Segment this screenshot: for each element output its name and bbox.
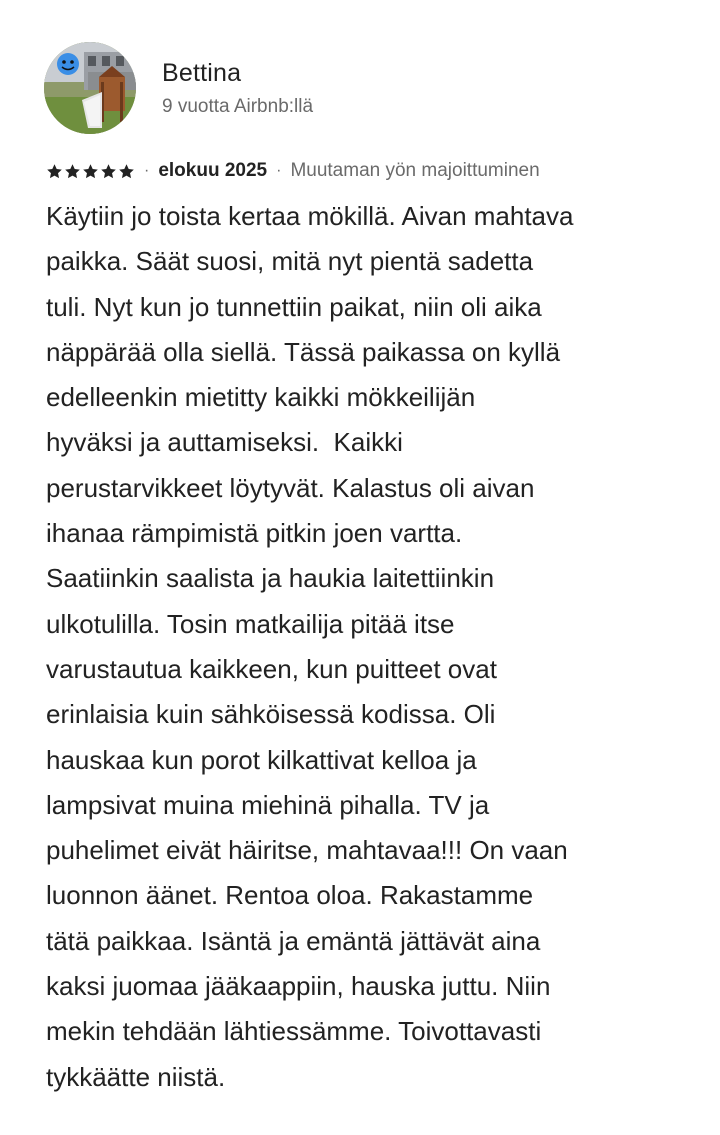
reviewer-name[interactable]: Bettina xyxy=(162,59,242,87)
stay-type: Muutaman yön majoittuminen xyxy=(290,160,540,181)
star-icon xyxy=(118,163,135,180)
star-icon xyxy=(100,163,117,180)
reviewer-tenure: 9 vuotta Airbnb:llä xyxy=(162,96,314,117)
avatar[interactable] xyxy=(44,42,136,134)
review-header xyxy=(44,42,313,134)
star-icon xyxy=(82,163,99,180)
star-rating xyxy=(46,163,135,180)
separator-dot: · xyxy=(144,162,150,179)
star-icon xyxy=(64,163,81,180)
avatar-photo xyxy=(44,42,136,134)
review-meta xyxy=(46,158,540,184)
star-icon xyxy=(46,163,63,180)
reviewer-info xyxy=(162,57,313,119)
review-date: elokuu 2025 xyxy=(158,160,268,181)
review-text: Käytiin jo toista kertaa mökillä. Aivan mahtava paikka. Säät suosi, mitä nyt pientä sadetta tuli. Nyt kun jo tunnettiin paikat, niin oli aika näppärää olla siellä. Tässä paikassa on kyllä edelleenkin mietitty kaikki mökkeilijän hyväksi ja auttamiseksi. Kaikki perustarvikkeet löytyvät. Kalastus oli aivan ihanaa rämpimistä pitkin joen vartta. Saatiinkin saalista ja haukia laitettiinkin ulkotulilla. Tosin matkailija pitää itse varustautua kaikkeen, kun puitteet ovat erinlaisia kuin sähköisessä kodissa. Oli hauskaa kun porot kilkattivat kelloa ja lampsivat muina miehinä pihalla. TV ja puhelimet eivät häiritse, mahtavaa!!! On vaan luonnon äänet. Rentoa oloa. Rakastamme tätä paikkaa. Isäntä ja emäntä jättävät aina kaksi juomaa jääkaappiin, hauska juttu. Niin mekin tehdään lähtiessämme. Toivottavasti tykkäätte niistä. xyxy=(46,201,574,1092)
separator-dot: · xyxy=(276,162,282,179)
